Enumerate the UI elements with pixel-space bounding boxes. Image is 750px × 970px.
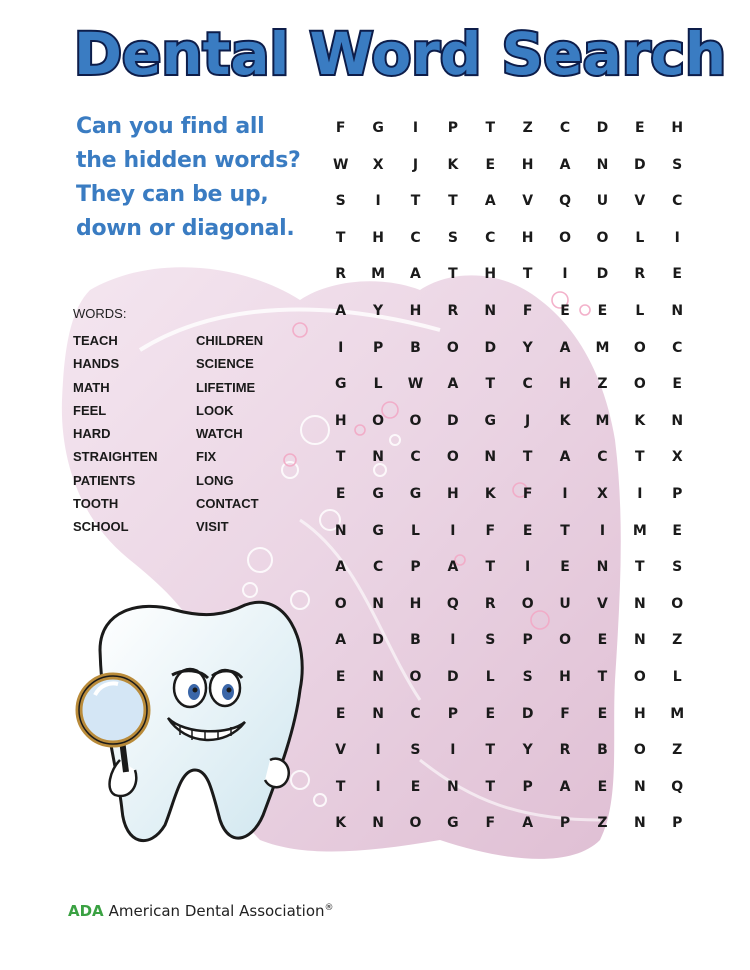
grid-cell[interactable]: P (672, 485, 683, 502)
grid-cell[interactable]: A (484, 193, 496, 210)
grid-cell[interactable]: C (672, 193, 683, 210)
grid-cell[interactable]: T (635, 449, 645, 466)
grid-cell[interactable]: O (409, 412, 422, 429)
registered-mark: ® (324, 903, 334, 913)
grid-cell[interactable]: Y (373, 302, 384, 319)
grid-cell[interactable]: D (484, 339, 497, 356)
grid-cell[interactable]: H (559, 376, 571, 393)
grid-cell[interactable]: Z (522, 120, 533, 136)
grid-cell[interactable]: E (335, 705, 346, 722)
grid-cell[interactable]: Y (522, 742, 533, 759)
grid-cell[interactable]: I (562, 266, 568, 283)
grid-cell[interactable]: Y (522, 339, 533, 356)
grid-cell[interactable]: N (671, 302, 684, 319)
grid-cell[interactable]: A (559, 778, 571, 795)
grid-cell[interactable]: X (597, 485, 608, 502)
ada-mark: ADA (68, 902, 104, 920)
grid-cell[interactable]: T (485, 742, 496, 759)
grid-cell[interactable]: I (375, 742, 381, 759)
grid-cell[interactable]: E (522, 522, 533, 539)
grid-cell[interactable]: H (334, 412, 347, 429)
grid-cell[interactable]: B (410, 339, 421, 356)
grid-cell[interactable]: K (634, 412, 646, 429)
word-item: TOOTH (73, 496, 119, 512)
grid-cell[interactable]: H (521, 156, 534, 173)
grid-cell[interactable]: F (522, 302, 533, 319)
grid-cell[interactable]: R (335, 266, 347, 283)
grid-cell[interactable]: G (447, 815, 459, 832)
word-item: FEEL (73, 402, 107, 418)
grid-cell[interactable]: E (635, 120, 645, 136)
grid-cell[interactable]: F (560, 705, 570, 722)
instruction-line: They can be up, (76, 182, 269, 207)
grid-cell[interactable]: H (484, 266, 497, 283)
grid-cell[interactable]: G (409, 485, 422, 502)
grid-cell[interactable]: M (595, 339, 610, 356)
grid-cell[interactable]: O (559, 632, 571, 649)
grid-cell[interactable]: O (409, 668, 422, 685)
grid-cell[interactable]: U (596, 193, 609, 210)
grid-cell[interactable]: O (633, 376, 646, 393)
grid-cell[interactable]: H (447, 485, 459, 502)
grid-cell[interactable]: E (672, 376, 682, 393)
grid-cell[interactable]: S (485, 632, 496, 649)
grid-cell[interactable]: C (672, 339, 683, 356)
grid-cell[interactable]: N (633, 778, 646, 795)
grid-cell[interactable]: F (485, 815, 496, 832)
grid-cell[interactable]: T (335, 229, 346, 246)
word-item: SCHOOL (73, 519, 129, 535)
grid-cell[interactable]: O (446, 339, 459, 356)
word-list-column-1 (73, 329, 158, 539)
grid-cell[interactable]: I (674, 229, 680, 246)
grid-cell[interactable]: N (671, 412, 684, 429)
grid-cell[interactable]: G (484, 412, 496, 429)
grid-cell[interactable]: O (633, 668, 646, 685)
title-text: Dental Word Search (73, 20, 727, 88)
grid-cell[interactable]: E (335, 668, 346, 685)
letter-grid (322, 113, 696, 845)
grid-cell[interactable]: J (412, 156, 419, 173)
grid-cell[interactable]: O (633, 339, 646, 356)
grid-cell[interactable]: G (372, 522, 384, 539)
grid-cell[interactable]: D (372, 632, 384, 649)
grid-cell[interactable]: N (372, 815, 384, 832)
grid-cell[interactable]: D (447, 412, 459, 429)
grid-cell[interactable]: D (521, 705, 534, 722)
grid-cell[interactable]: T (485, 376, 496, 393)
grid-cell[interactable]: E (485, 705, 496, 722)
grid-cell[interactable]: C (372, 559, 384, 576)
grid-cell[interactable]: O (596, 229, 609, 246)
grid-cell[interactable]: D (447, 668, 459, 685)
grid-cell[interactable]: H (521, 229, 534, 246)
grid-cell[interactable]: K (335, 815, 347, 832)
grid-cell[interactable]: I (375, 778, 381, 795)
grid-cell[interactable]: Z (597, 815, 608, 832)
grid-cell[interactable]: T (485, 120, 496, 136)
grid-cell[interactable]: G (334, 376, 347, 393)
grid-cell[interactable]: T (448, 266, 458, 283)
instruction-line: Can you find all (76, 114, 265, 139)
grid-cell[interactable]: I (450, 632, 456, 649)
grid-cell[interactable]: L (635, 229, 645, 246)
grid-cell[interactable]: M (371, 266, 386, 283)
grid-cell[interactable]: W (332, 156, 349, 173)
grid-cell[interactable]: L (635, 302, 645, 319)
grid-cell[interactable]: H (671, 120, 684, 136)
grid-cell[interactable]: Z (672, 632, 683, 649)
grid-cell[interactable]: B (597, 742, 608, 759)
word-item: STRAIGHTEN (73, 449, 158, 465)
grid-cell[interactable]: S (522, 668, 533, 685)
grid-cell[interactable]: M (595, 412, 610, 429)
grid-cell[interactable]: P (559, 815, 571, 832)
word-item: LOOK (196, 402, 234, 418)
grid-cell[interactable]: G (372, 120, 384, 136)
grid-cell[interactable]: A (522, 815, 534, 832)
word-item: SCIENCE (196, 356, 254, 372)
grid-cell[interactable]: A (335, 632, 347, 649)
grid-cell[interactable]: M (670, 705, 685, 722)
grid-cell[interactable]: L (411, 522, 420, 539)
grid-cell[interactable]: N (372, 668, 384, 685)
grid-cell[interactable]: Z (672, 742, 683, 759)
word-item: LIFETIME (196, 379, 256, 395)
grid-cell[interactable]: I (637, 485, 643, 502)
grid-cell[interactable]: X (671, 449, 683, 466)
grid-cell[interactable]: A (335, 559, 347, 576)
grid-cell[interactable]: A (559, 449, 571, 466)
grid-cell[interactable]: C (559, 120, 571, 136)
grid-cell[interactable]: T (485, 778, 496, 795)
grid-cell[interactable]: K (484, 485, 496, 502)
word-item: WATCH (196, 426, 243, 442)
grid-cell[interactable]: X (372, 156, 384, 173)
grid-cell[interactable]: N (596, 156, 609, 173)
word-item: FIX (196, 449, 217, 465)
grid-cell[interactable]: I (375, 193, 381, 210)
grid-cell[interactable]: A (447, 376, 459, 393)
grid-cell[interactable]: O (372, 412, 385, 429)
grid-cell[interactable]: I (338, 339, 344, 356)
grid-cell[interactable]: N (484, 302, 497, 319)
grid-cell[interactable]: E (485, 156, 496, 173)
grid-cell[interactable]: E (560, 302, 570, 319)
grid-cell[interactable]: V (634, 193, 646, 210)
organization-name: American Dental Association (108, 902, 325, 920)
grid-cell[interactable]: I (525, 559, 531, 576)
grid-cell[interactable]: F (522, 485, 533, 502)
word-item: VISIT (196, 519, 229, 535)
instruction-line: the hidden words? (76, 148, 301, 173)
grid-cell[interactable]: O (446, 449, 459, 466)
word-item: CHILDREN (196, 333, 264, 348)
grid-cell[interactable]: C (410, 705, 421, 722)
word-item: MATH (73, 379, 110, 395)
grid-cell[interactable]: M (632, 522, 647, 539)
grid-cell[interactable]: E (597, 302, 608, 319)
grid-cell[interactable]: N (596, 559, 609, 576)
grid-cell[interactable]: H (409, 302, 422, 319)
grid-cell[interactable]: N (334, 522, 347, 539)
grid-cell[interactable]: C (485, 229, 496, 246)
grid-cell[interactable]: P (672, 815, 683, 832)
grid-cell[interactable]: E (335, 485, 346, 502)
grid-cell[interactable]: T (522, 266, 533, 283)
grid-cell[interactable]: J (525, 412, 531, 429)
grid-cell[interactable]: T (485, 559, 496, 576)
grid-cell[interactable]: A (410, 266, 421, 283)
grid-cell[interactable]: P (410, 559, 421, 576)
grid-cell[interactable]: E (672, 522, 682, 539)
grid-cell[interactable]: O (633, 742, 646, 759)
grid-cell[interactable]: O (409, 815, 422, 832)
grid-cell[interactable]: U (559, 595, 571, 612)
grid-cell[interactable]: V (597, 595, 608, 612)
word-item: LONG (196, 472, 234, 488)
grid-cell[interactable]: I (562, 485, 568, 502)
grid-cell[interactable]: H (559, 668, 571, 685)
grid-cell[interactable]: I (599, 522, 606, 539)
words-heading: WORDS: (73, 306, 127, 321)
grid-cell[interactable]: L (485, 668, 495, 685)
grid-cell[interactable]: G (372, 485, 384, 502)
grid-cell[interactable]: P (522, 632, 533, 649)
grid-cell[interactable]: Z (597, 376, 608, 393)
grid-cell[interactable]: L (373, 376, 383, 393)
grid-cell[interactable]: O (334, 595, 347, 612)
instructions (76, 110, 326, 246)
grid-cell[interactable]: N (372, 705, 384, 722)
grid-cell[interactable]: E (597, 632, 608, 649)
ada-logo (68, 902, 334, 920)
grid-cell[interactable]: D (634, 156, 646, 173)
grid-cell[interactable]: N (484, 449, 497, 466)
grid-cell[interactable]: S (410, 742, 421, 759)
grid-cell[interactable]: T (448, 193, 458, 210)
grid-cell[interactable]: N (372, 449, 384, 466)
grid-cell[interactable]: E (597, 778, 608, 795)
grid-cell[interactable]: P (522, 778, 533, 795)
grid-cell[interactable]: F (335, 120, 346, 136)
grid-cell[interactable]: Q (446, 595, 459, 612)
grid-cell[interactable]: P (447, 120, 458, 136)
grid-cell[interactable]: T (335, 449, 346, 466)
grid-cell[interactable]: K (447, 156, 459, 173)
grid-cell[interactable]: T (597, 668, 608, 685)
grid-cell[interactable]: N (372, 595, 384, 612)
grid-cell[interactable]: C (410, 449, 421, 466)
grid-cell[interactable]: Q (671, 778, 684, 795)
grid-cell[interactable]: A (559, 156, 571, 173)
grid-cell[interactable]: S (672, 156, 683, 173)
grid-cell[interactable]: E (410, 778, 421, 795)
grid-cell[interactable]: H (372, 229, 384, 246)
grid-cell[interactable]: V (335, 742, 347, 759)
grid-cell[interactable]: I (412, 120, 419, 136)
grid-cell[interactable]: T (560, 522, 570, 539)
word-item: PATIENTS (73, 472, 136, 488)
grid-cell[interactable]: D (596, 266, 609, 283)
grid-cell[interactable]: R (447, 302, 459, 319)
word-item: CONTACT (196, 496, 259, 512)
grid-cell[interactable]: T (522, 449, 533, 466)
word-item: HARD (73, 426, 111, 442)
grid-cell[interactable]: H (633, 705, 646, 722)
grid-cell[interactable]: I (450, 742, 456, 759)
grid-cell[interactable]: R (634, 266, 646, 283)
grid-cell[interactable]: E (672, 266, 682, 283)
grid-cell[interactable]: T (635, 559, 645, 576)
grid-cell[interactable]: A (559, 339, 571, 356)
grid-cell[interactable]: H (409, 595, 422, 612)
grid-cell[interactable]: O (559, 229, 571, 246)
grid-cell[interactable]: N (447, 778, 459, 795)
grid-cell[interactable]: K (559, 412, 571, 429)
grid-cell[interactable]: S (335, 193, 346, 210)
grid-cell[interactable]: N (633, 595, 646, 612)
grid-cell[interactable]: P (372, 339, 384, 356)
grid-cell[interactable]: N (633, 815, 646, 832)
grid-cell[interactable]: C (522, 376, 533, 393)
grid-cell[interactable]: O (671, 595, 684, 612)
grid-cell[interactable]: I (450, 522, 456, 539)
grid-cell[interactable]: S (447, 229, 458, 246)
grid-cell[interactable]: N (633, 632, 646, 649)
grid-cell[interactable]: Q (559, 193, 571, 210)
page-title (0, 14, 750, 94)
grid-cell[interactable]: L (672, 668, 682, 685)
grid-cell[interactable]: T (410, 193, 421, 210)
instruction-line: down or diagonal. (76, 216, 295, 241)
grid-cell[interactable]: C (410, 229, 421, 246)
grid-cell[interactable]: V (522, 193, 534, 210)
grid-cell[interactable]: O (521, 595, 534, 612)
grid-cell[interactable]: F (485, 522, 496, 539)
grid-cell[interactable]: R (559, 742, 571, 759)
grid-cell[interactable]: B (410, 632, 421, 649)
grid-cell[interactable]: D (596, 120, 609, 136)
word-item: TEACH (73, 333, 118, 348)
grid-cell[interactable]: R (484, 595, 496, 612)
grid-cell[interactable]: E (560, 559, 570, 576)
grid-cell[interactable]: S (672, 559, 683, 576)
grid-cell[interactable]: E (597, 705, 608, 722)
grid-cell[interactable]: P (447, 705, 458, 722)
grid-cell[interactable]: A (335, 302, 347, 319)
grid-cell[interactable]: W (407, 376, 424, 393)
grid-cell[interactable]: T (335, 778, 346, 795)
word-item: HANDS (73, 356, 120, 372)
grid-cell[interactable]: C (597, 449, 608, 466)
grid-cell[interactable]: A (447, 559, 459, 576)
word-list-column-2 (196, 329, 263, 539)
